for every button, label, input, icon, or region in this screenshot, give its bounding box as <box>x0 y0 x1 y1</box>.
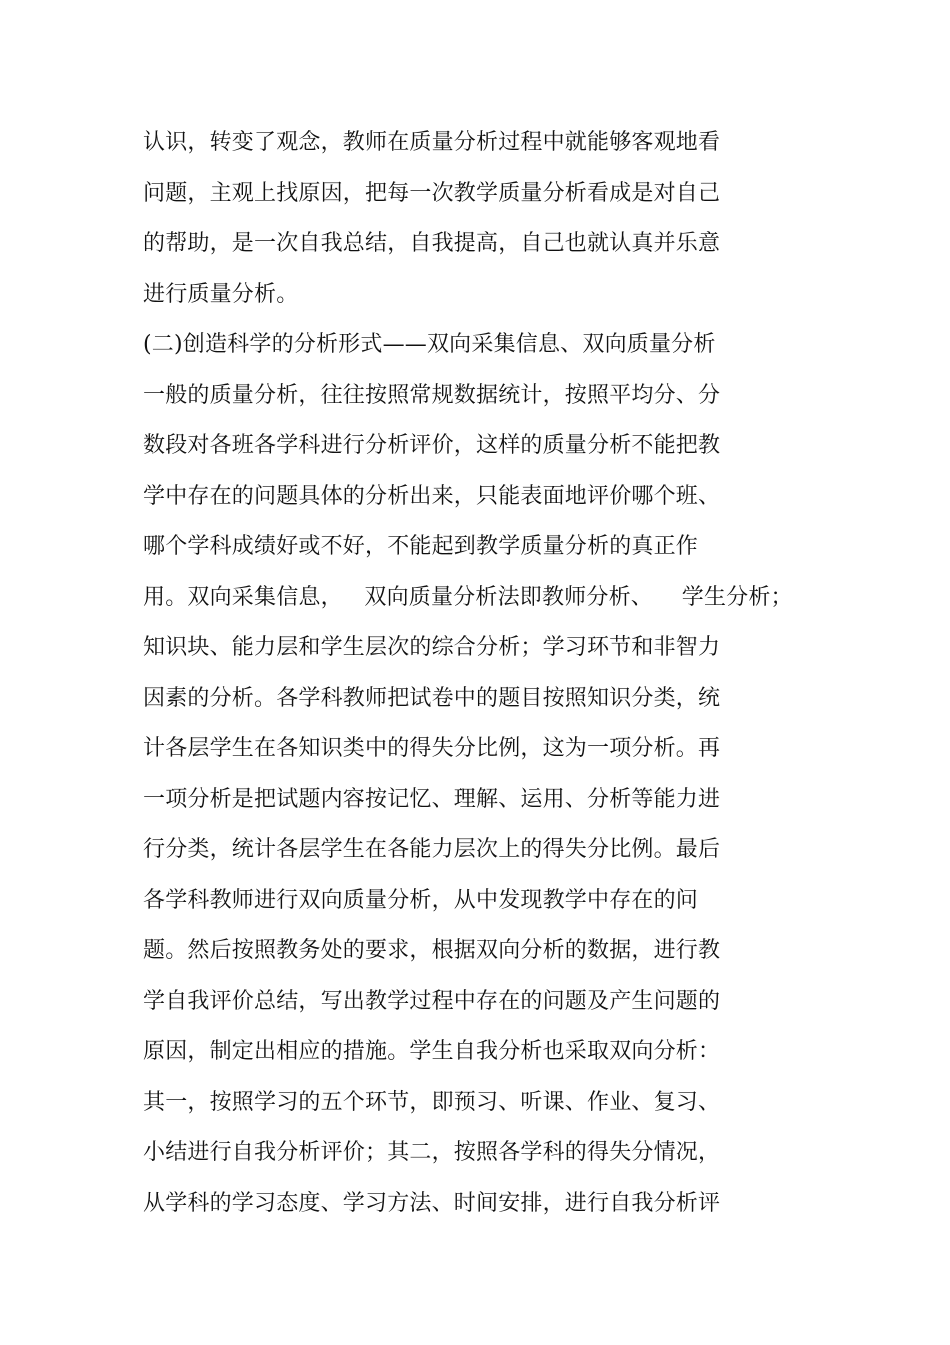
text-line: 认识，转变了观念，教师在质量分析过程中就能够客观地看 <box>143 130 721 155</box>
text-line: 从学科的学习态度、学习方法、时间安排，进行自我分析评 <box>143 1190 721 1216</box>
text-line: 知识块、能力层和学生层次的综合分析；学习环节和非智力 <box>143 635 721 660</box>
text-line: 原因，制定出相应的措施。学生自我分析也采取双向分析： <box>143 1039 721 1064</box>
body-text <box>143 118 843 1229</box>
text-line: 数段对各班各学科进行分析评价，这样的质量分析不能把教 <box>143 433 721 458</box>
text-line: 问题，主观上找原因，把每一次教学质量分析看成是对自己 <box>143 180 721 206</box>
text-line: 用。双向采集信息， 双向质量分析法即教师分析、 学生分析； <box>143 584 793 610</box>
text-line: 行分类，统计各层学生在各能力层次上的得失分比例。最后 <box>143 837 721 862</box>
text-line: 因素的分析。各学科教师把试卷中的题目按照知识分类，统 <box>143 685 721 711</box>
text-line: 的帮助，是一次自我总结，自我提高，自己也就认真并乐意 <box>143 231 721 256</box>
text-line: 一项分析是把试题内容按记忆、理解、运用、分析等能力进 <box>143 786 721 812</box>
text-line: 学自我评价总结，写出教学过程中存在的问题及产生问题的 <box>143 988 721 1014</box>
text-line: 题。然后按照教务处的要求，根据双向分析的数据，进行教 <box>143 938 721 963</box>
text-line: 小结进行自我分析评价；其二，按照各学科的得失分情况， <box>143 1140 721 1165</box>
section-heading: (二)创造科学的分析形式——双向采集信息、双向质量分析 <box>143 332 716 357</box>
text-line: 哪个学科成绩好或不好，不能起到教学质量分析的真正作 <box>143 534 699 559</box>
text-line: 进行质量分析。 <box>143 281 299 307</box>
text-line: 学中存在的问题具体的分析出来，只能表面地评价哪个班、 <box>143 483 721 509</box>
text-line: 各学科教师进行双向质量分析，从中发现教学中存在的问 <box>143 887 699 913</box>
text-line: 其一，按照学习的五个环节，即预习、听课、作业、复习、 <box>143 1089 721 1115</box>
text-line: 一般的质量分析，往往按照常规数据统计，按照平均分、分 <box>143 382 721 408</box>
text-line: 计各层学生在各知识类中的得失分比例，这为一项分析。再 <box>143 736 721 761</box>
